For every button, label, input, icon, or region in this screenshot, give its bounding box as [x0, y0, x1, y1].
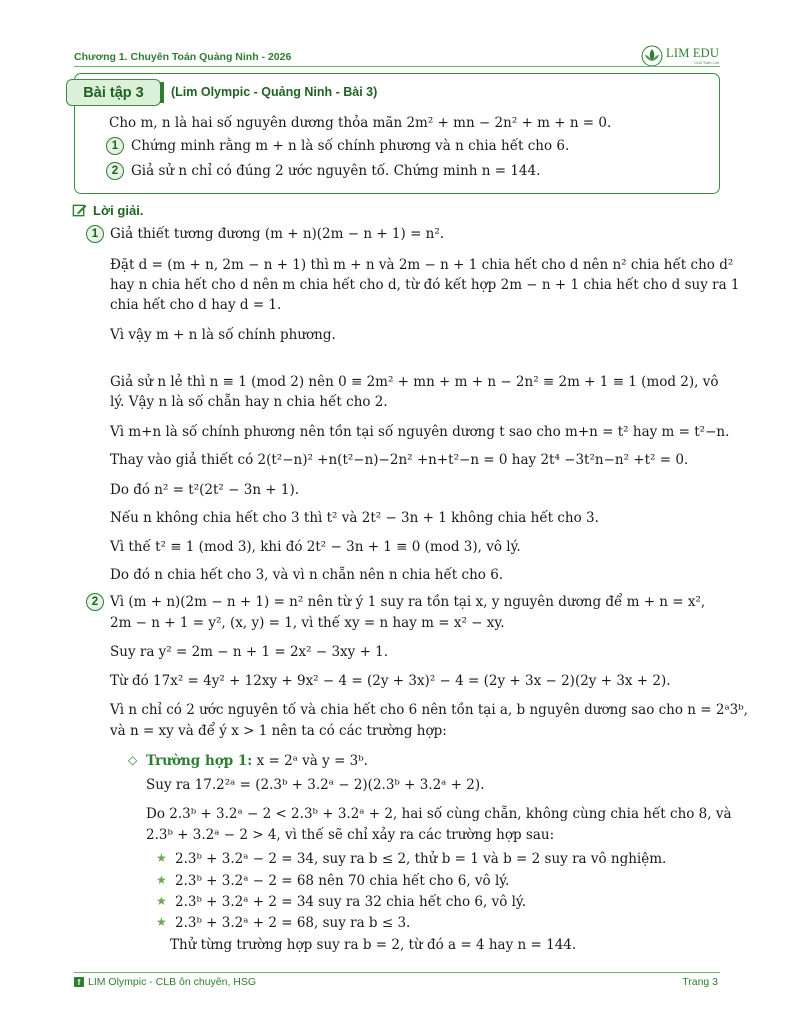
- solution-heading: [72, 203, 143, 218]
- exercise-source: (Lim Olympic - Quảng Ninh - Bài 3): [171, 85, 378, 99]
- problem-item-number: 2: [106, 162, 124, 180]
- edit-icon: [72, 203, 87, 218]
- solution-line: Vì (m + n)(2m − n + 1) = n² nên từ ý 1 suy ra tồn tại x, y nguyên dương để m + n = x²,: [110, 594, 706, 610]
- solution-line: Thử từng trường hợp suy ra b = 2, từ đó a = 4 hay n = 144.: [170, 937, 577, 953]
- footer-club-name: LIM Olympic - CLB ôn chuyên, HSG: [88, 976, 257, 988]
- solution-line: 2.3ᵇ + 3.2ᵃ − 2 > 4, vì thế sẽ chỉ xảy ra các trường hợp sau:: [146, 827, 555, 843]
- lim-edu-logo: [640, 44, 719, 68]
- solution-line: Vì n chỉ có 2 ước nguyên tố và chia hết cho 6 nên tồn tại a, b nguyên dương sao cho n = 2ᵃ3ᵇ,: [110, 702, 748, 718]
- solution-line: Vì m+n là số chính phương nên tồn tại số nguyên dương t sao cho m+n = t² hay m = t²−n.: [110, 424, 730, 440]
- solution-line: Giả thiết tương đương (m + n)(2m − n + 1) = n².: [110, 226, 445, 242]
- case-item: 2.3ᵇ + 3.2ᵃ − 2 = 34, suy ra b ≤ 2, thử b = 1 và b = 2 suy ra vô nghiệm.: [175, 851, 667, 867]
- problem-item-number: 1: [106, 137, 124, 155]
- solution-line: Do đó n chia hết cho 3, và vì n chẵn nên n chia hết cho 6.: [110, 567, 504, 583]
- solution-line: Đặt d = (m + n, 2m − n + 1) thì m + n và 2m − n + 1 chia hết cho d nên n² chia hết cho d²: [110, 257, 734, 273]
- solution-part-number: 2: [86, 593, 104, 611]
- problem-item-text: Giả sử n chỉ có đúng 2 ước nguyên tố. Chứng minh n = 144.: [131, 163, 541, 179]
- solution-line: Do đó n² = t²(2t² − 3n + 1).: [110, 482, 300, 498]
- problem-statement: Cho m, n là hai số nguyên dương thỏa mãn 2m² + mn − 2n² + m + n = 0.: [109, 115, 612, 131]
- solution-line: Suy ra y² = 2m − n + 1 = 2x² − 3xy + 1.: [110, 644, 389, 660]
- solution-heading-text: Lời giải.: [93, 203, 144, 218]
- footer-left: [74, 976, 256, 988]
- solution-line: hay n chia hết cho d nên m chia hết cho d, từ đó kết hợp 2m − n + 1 chia hết cho d suy ra 1: [110, 277, 740, 293]
- solution-line: Vì thế t² ≡ 1 (mod 3), khi đó 2t² − 3n + 1 ≡ 0 (mod 3), vô lý.: [110, 539, 521, 555]
- exercise-tag-bar: [160, 82, 164, 103]
- solution-line: chia hết cho d hay d = 1.: [110, 297, 282, 313]
- case-label: Trường hợp 1:: [146, 753, 253, 769]
- lotus-logo-icon: [640, 44, 664, 68]
- page-number: Trang 3: [682, 976, 718, 988]
- star-bullet-icon: ★: [156, 915, 167, 929]
- case-item: 2.3ᵇ + 3.2ᵃ + 2 = 34 suy ra 32 chia hết cho 6, vô lý.: [175, 894, 527, 910]
- footer-divider: [74, 972, 720, 973]
- star-bullet-icon: ★: [156, 894, 167, 908]
- solution-line: 2m − n + 1 = y², (x, y) = 1, vì thế xy = n hay m = x² − xy.: [110, 615, 505, 631]
- solution-line: lý. Vậy n là số chẵn hay n chia hết cho 2.: [110, 394, 388, 410]
- case-text: x = 2ᵃ và y = 3ᵇ.: [252, 753, 368, 769]
- case-item: 2.3ᵇ + 3.2ᵃ + 2 = 68, suy ra b ≤ 3.: [175, 915, 411, 931]
- diamond-bullet-icon: ◇: [128, 753, 138, 767]
- solution-line: Suy ra 17.2²ᵃ = (2.3ᵇ + 3.2ᵃ − 2)(2.3ᵇ + 3.2ᵃ + 2).: [146, 777, 485, 793]
- star-bullet-icon: ★: [156, 873, 167, 887]
- solution-part-number: 1: [86, 225, 104, 243]
- header-divider: [74, 66, 720, 67]
- problem-item-text: Chứng minh rằng m + n là số chính phương và n chia hết cho 6.: [131, 138, 570, 154]
- solution-line: Nếu n không chia hết cho 3 thì t² và 2t² − 3n + 1 không chia hết cho 3.: [110, 510, 599, 526]
- case-item: 2.3ᵇ + 3.2ᵃ − 2 = 68 nên 70 chia hết cho 6, vô lý.: [175, 873, 510, 889]
- solution-line: Thay vào giả thiết có 2(t²−n)² +n(t²−n)−2n² +n+t²−n = 0 hay 2t⁴ −3t²n−n² +t² = 0.: [110, 452, 689, 468]
- chapter-title: Chương 1. Chuyên Toán Quảng Ninh - 2026: [74, 51, 292, 63]
- star-bullet-icon: ★: [156, 851, 167, 865]
- solution-line: Vì vậy m + n là số chính phương.: [110, 327, 336, 343]
- logo-text: LIM EDU: [666, 46, 720, 61]
- exercise-tag: Bài tập 3: [66, 79, 161, 106]
- case-heading: [146, 752, 368, 770]
- logo-subtext: CLB Toán Lim: [694, 59, 720, 65]
- solution-line: Do 2.3ᵇ + 3.2ᵃ − 2 < 2.3ᵇ + 3.2ᵃ + 2, hai số cùng chẵn, không cùng chia hết cho 8, và: [146, 806, 732, 822]
- solution-line: và n = xy và để ý x > 1 nên ta có các trường hợp:: [110, 723, 447, 739]
- facebook-icon: f: [74, 977, 84, 987]
- solution-line: Giả sử n lẻ thì n ≡ 1 (mod 2) nên 0 ≡ 2m² + mn + m + n − 2n² ≡ 2m + 1 ≡ 1 (mod 2), vô: [110, 374, 719, 390]
- solution-line: Từ đó 17x² = 4y² + 12xy + 9x² − 4 = (2y + 3x)² − 4 = (2y + 3x − 2)(2y + 3x + 2).: [110, 673, 671, 689]
